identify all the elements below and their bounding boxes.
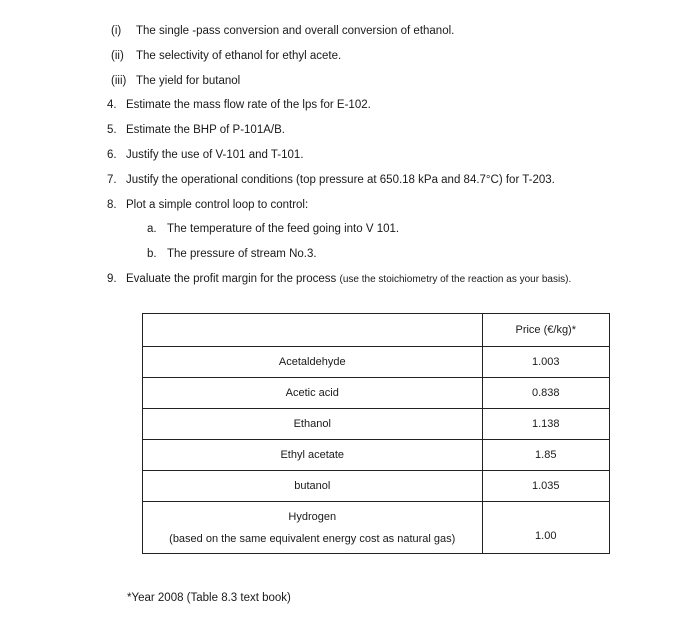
list-item-5 [107,123,285,137]
hydrogen-note: (based on the same equivalent energy cost as natural gas) [169,532,456,545]
price-cell: 0.838 [482,378,610,409]
header-price-cell: Price (€/kg)* [482,314,610,347]
price-cell: 1.85 [482,440,610,471]
item-text: Justify the operational conditions (top pressure at 650.18 kPa and 84.7°C) for T-203. [126,174,555,186]
sub-item-text: The selectivity of ethanol for ethyl acete. [136,50,342,62]
item-text: Justify the use of V-101 and T-101. [126,149,304,161]
chemical-name-cell: Acetaldehyde [143,347,483,378]
table-row [143,409,610,440]
chemical-name-cell: butanol [143,471,483,502]
sub-item-label: (iii) [111,75,127,87]
price-cell: 1.035 [482,471,610,502]
item-number: 7. [107,174,117,186]
list-item-7 [107,173,555,187]
table-row [143,440,610,471]
list-item-6 [107,148,304,162]
hydrogen-name: Hydrogen [288,510,337,523]
price-cell: 1.003 [482,347,610,378]
sub-item-label: (i) [111,25,122,37]
list-item-4 [107,98,371,112]
list-item-9 [107,272,571,287]
table-row [143,347,610,378]
table-row [143,378,610,409]
control-item-text: The pressure of stream No.3. [167,248,317,260]
table-row-hydrogen [143,502,610,554]
chemical-name-cell: Acetic acid [143,378,483,409]
control-item-label: b. [147,248,157,260]
price-table [142,313,610,554]
chemical-name-cell: Ethanol [143,409,483,440]
item-number: 6. [107,149,117,161]
item-number: 5. [107,124,117,136]
price-cell: 1.138 [482,409,610,440]
item-text: Evaluate the profit margin for the process [126,273,337,285]
hydrogen-cell [143,502,483,554]
item-number: 8. [107,199,117,211]
header-name-cell [143,314,483,347]
item-number: 4. [107,99,117,111]
item-note: (use the stoichiometry of the reaction as your basis). [339,274,572,285]
sub-item-text: The yield for butanol [136,75,241,87]
sub-item-i [111,24,454,38]
sub-item-iii [111,74,240,88]
item-number: 9. [107,273,117,285]
chemical-name-cell: Ethyl acetate [143,440,483,471]
control-item-label: a. [147,223,157,235]
item-text: Plot a simple control loop to control: [126,199,309,211]
item-text: Estimate the mass flow rate of the lps for E-102. [126,99,371,111]
sub-item-ii [111,49,341,63]
sub-item-text: The single -pass conversion and overall conversion of ethanol. [136,25,455,37]
item-text: Estimate the BHP of P-101A/B. [126,124,285,136]
price-cell: 1.00 [482,502,610,554]
footnote: *Year 2008 (Table 8.3 text book) [127,592,291,604]
table-row [143,471,610,502]
control-item-a [147,222,399,236]
control-item-text: The temperature of the feed going into V 101. [167,223,400,235]
sub-item-label: (ii) [111,50,124,62]
list-item-8 [107,198,308,212]
table-header-row [143,314,610,347]
control-item-b [147,247,317,261]
